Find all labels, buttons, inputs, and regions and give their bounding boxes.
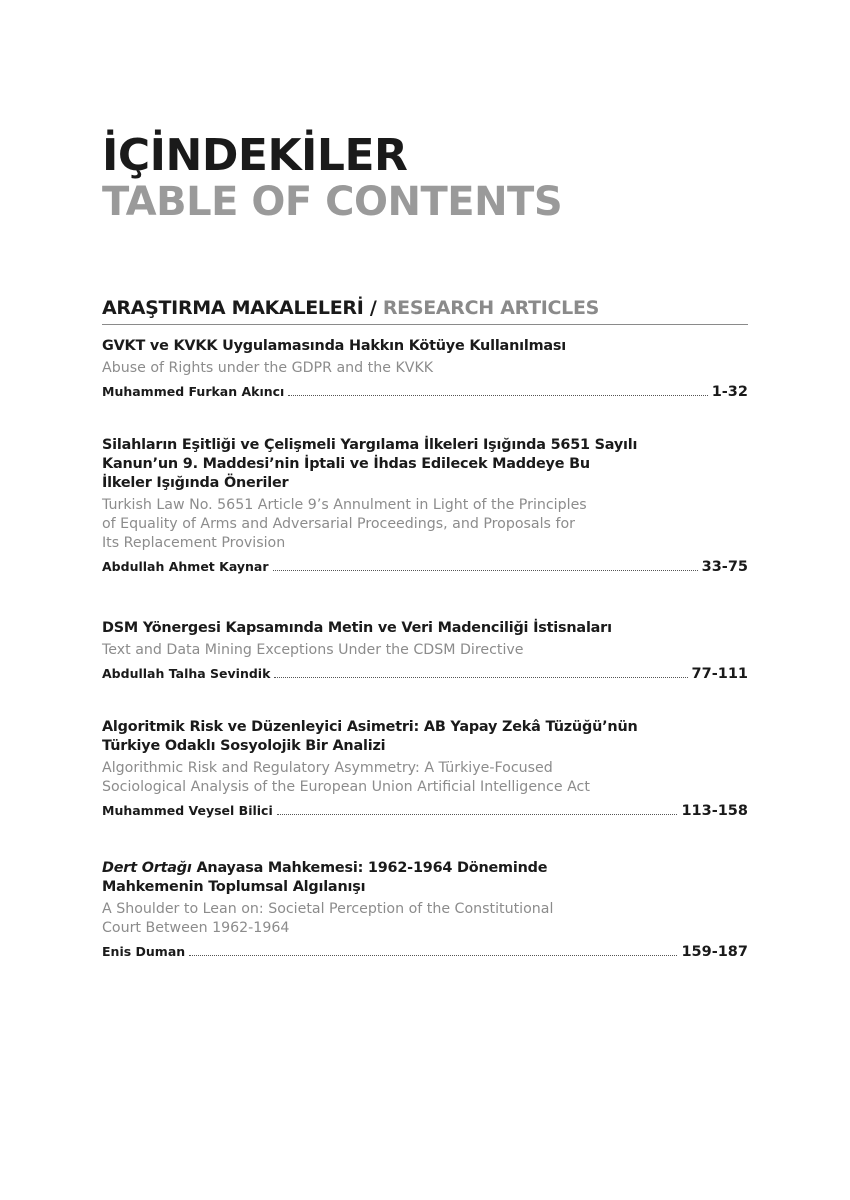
- entry-subtitle: [102, 641, 622, 660]
- entry-title-line: Kanun’un 9. Maddesi’nin İptali ve İhdas Edilecek Maddeye Bu: [102, 456, 590, 472]
- dot-leader: [273, 569, 698, 571]
- toc-entry[interactable]: [102, 619, 748, 683]
- entry-title-line: Algoritmik Risk ve Düzenleyici Asimetri: AB Yapay Zekâ Tüzüğü’nün: [102, 719, 638, 735]
- entry-title: [102, 718, 642, 756]
- entry-pages: 113-158: [681, 803, 748, 819]
- author-row: [102, 941, 748, 961]
- entry-subtitle: [102, 759, 622, 797]
- page-title: İÇİNDEKİLER: [102, 130, 408, 181]
- entry-subtitle-line: Its Replacement Provision: [102, 535, 286, 551]
- entry-subtitle-line: Turkish Law No. 5651 Article 9’s Annulment in Light of the Principles: [102, 497, 587, 513]
- section-title-tr: ARAŞTIRMA MAKALELERİ: [102, 297, 364, 319]
- entry-title: [102, 619, 642, 638]
- section-header: [102, 294, 748, 325]
- entry-title-line: İlkeler Işığında Öneriler: [102, 475, 289, 491]
- entry-title: [102, 436, 642, 493]
- author-row: [102, 381, 748, 401]
- entry-title-rest: Anayasa Mahkemesi: 1962-1964 Döneminde: [191, 860, 548, 876]
- entry-subtitle-line: Abuse of Rights under the GDPR and the KVKK: [102, 360, 434, 376]
- dot-leader: [277, 813, 678, 815]
- entry-subtitle: [102, 900, 622, 938]
- entry-title: [102, 337, 642, 356]
- entry-subtitle-line: Court Between 1962-1964: [102, 920, 290, 936]
- entry-author: Muhammed Furkan Akıncı: [102, 384, 285, 399]
- entry-title-line: DSM Yönergesi Kapsamında Metin ve Veri Madenciliği İstisnaları: [102, 620, 612, 636]
- entry-title-line: [102, 859, 642, 878]
- dot-leader: [189, 954, 677, 956]
- toc-entry[interactable]: [102, 436, 748, 576]
- entry-subtitle-line: Algorithmic Risk and Regulatory Asymmetry: A Türkiye-Focused: [102, 760, 553, 776]
- toc-entry[interactable]: [102, 337, 748, 401]
- entry-author: Abdullah Ahmet Kaynar: [102, 559, 269, 574]
- entry-title-line: GVKT ve KVKK Uygulamasında Hakkın Kötüye Kullanılması: [102, 338, 566, 354]
- dot-leader: [274, 676, 687, 678]
- entry-subtitle-line: Sociological Analysis of the European Union Artificial Intelligence Act: [102, 779, 590, 795]
- toc-entry[interactable]: [102, 859, 748, 961]
- entry-title-line: Silahların Eşitliği ve Çelişmeli Yargılama İlkeleri Işığında 5651 Sayılı: [102, 437, 638, 453]
- entry-pages: 33-75: [701, 559, 748, 575]
- entry-title-line: Türkiye Odaklı Sosyolojik Bir Analizi: [102, 738, 386, 754]
- section-separator: /: [369, 297, 377, 319]
- entry-pages: 1-32: [711, 384, 748, 400]
- entry-subtitle-line: of Equality of Arms and Adversarial Proceedings, and Proposals for: [102, 516, 575, 532]
- page-subtitle: TABLE OF CONTENTS: [102, 179, 563, 225]
- section-title-en: RESEARCH ARTICLES: [382, 297, 600, 319]
- entry-author: Enis Duman: [102, 944, 186, 959]
- entry-author: Muhammed Veysel Bilici: [102, 803, 273, 818]
- toc-entry[interactable]: [102, 718, 748, 820]
- entry-subtitle-line: A Shoulder to Lean on: Societal Perception of the Constitutional: [102, 901, 554, 917]
- entry-title: [102, 859, 642, 897]
- author-row: [102, 556, 748, 576]
- entry-subtitle: [102, 496, 622, 553]
- author-row: [102, 800, 748, 820]
- entry-author: Abdullah Talha Sevindik: [102, 666, 271, 681]
- author-row: [102, 663, 748, 683]
- entry-pages: 159-187: [681, 944, 748, 960]
- entry-title-italic: Dert Ortağı: [102, 860, 192, 876]
- entry-subtitle: [102, 359, 622, 378]
- entry-pages: 77-111: [691, 666, 748, 682]
- entry-subtitle-line: Text and Data Mining Exceptions Under the CDSM Directive: [102, 642, 524, 658]
- dot-leader: [288, 394, 707, 396]
- entry-title-line: Mahkemenin Toplumsal Algılanışı: [102, 879, 366, 895]
